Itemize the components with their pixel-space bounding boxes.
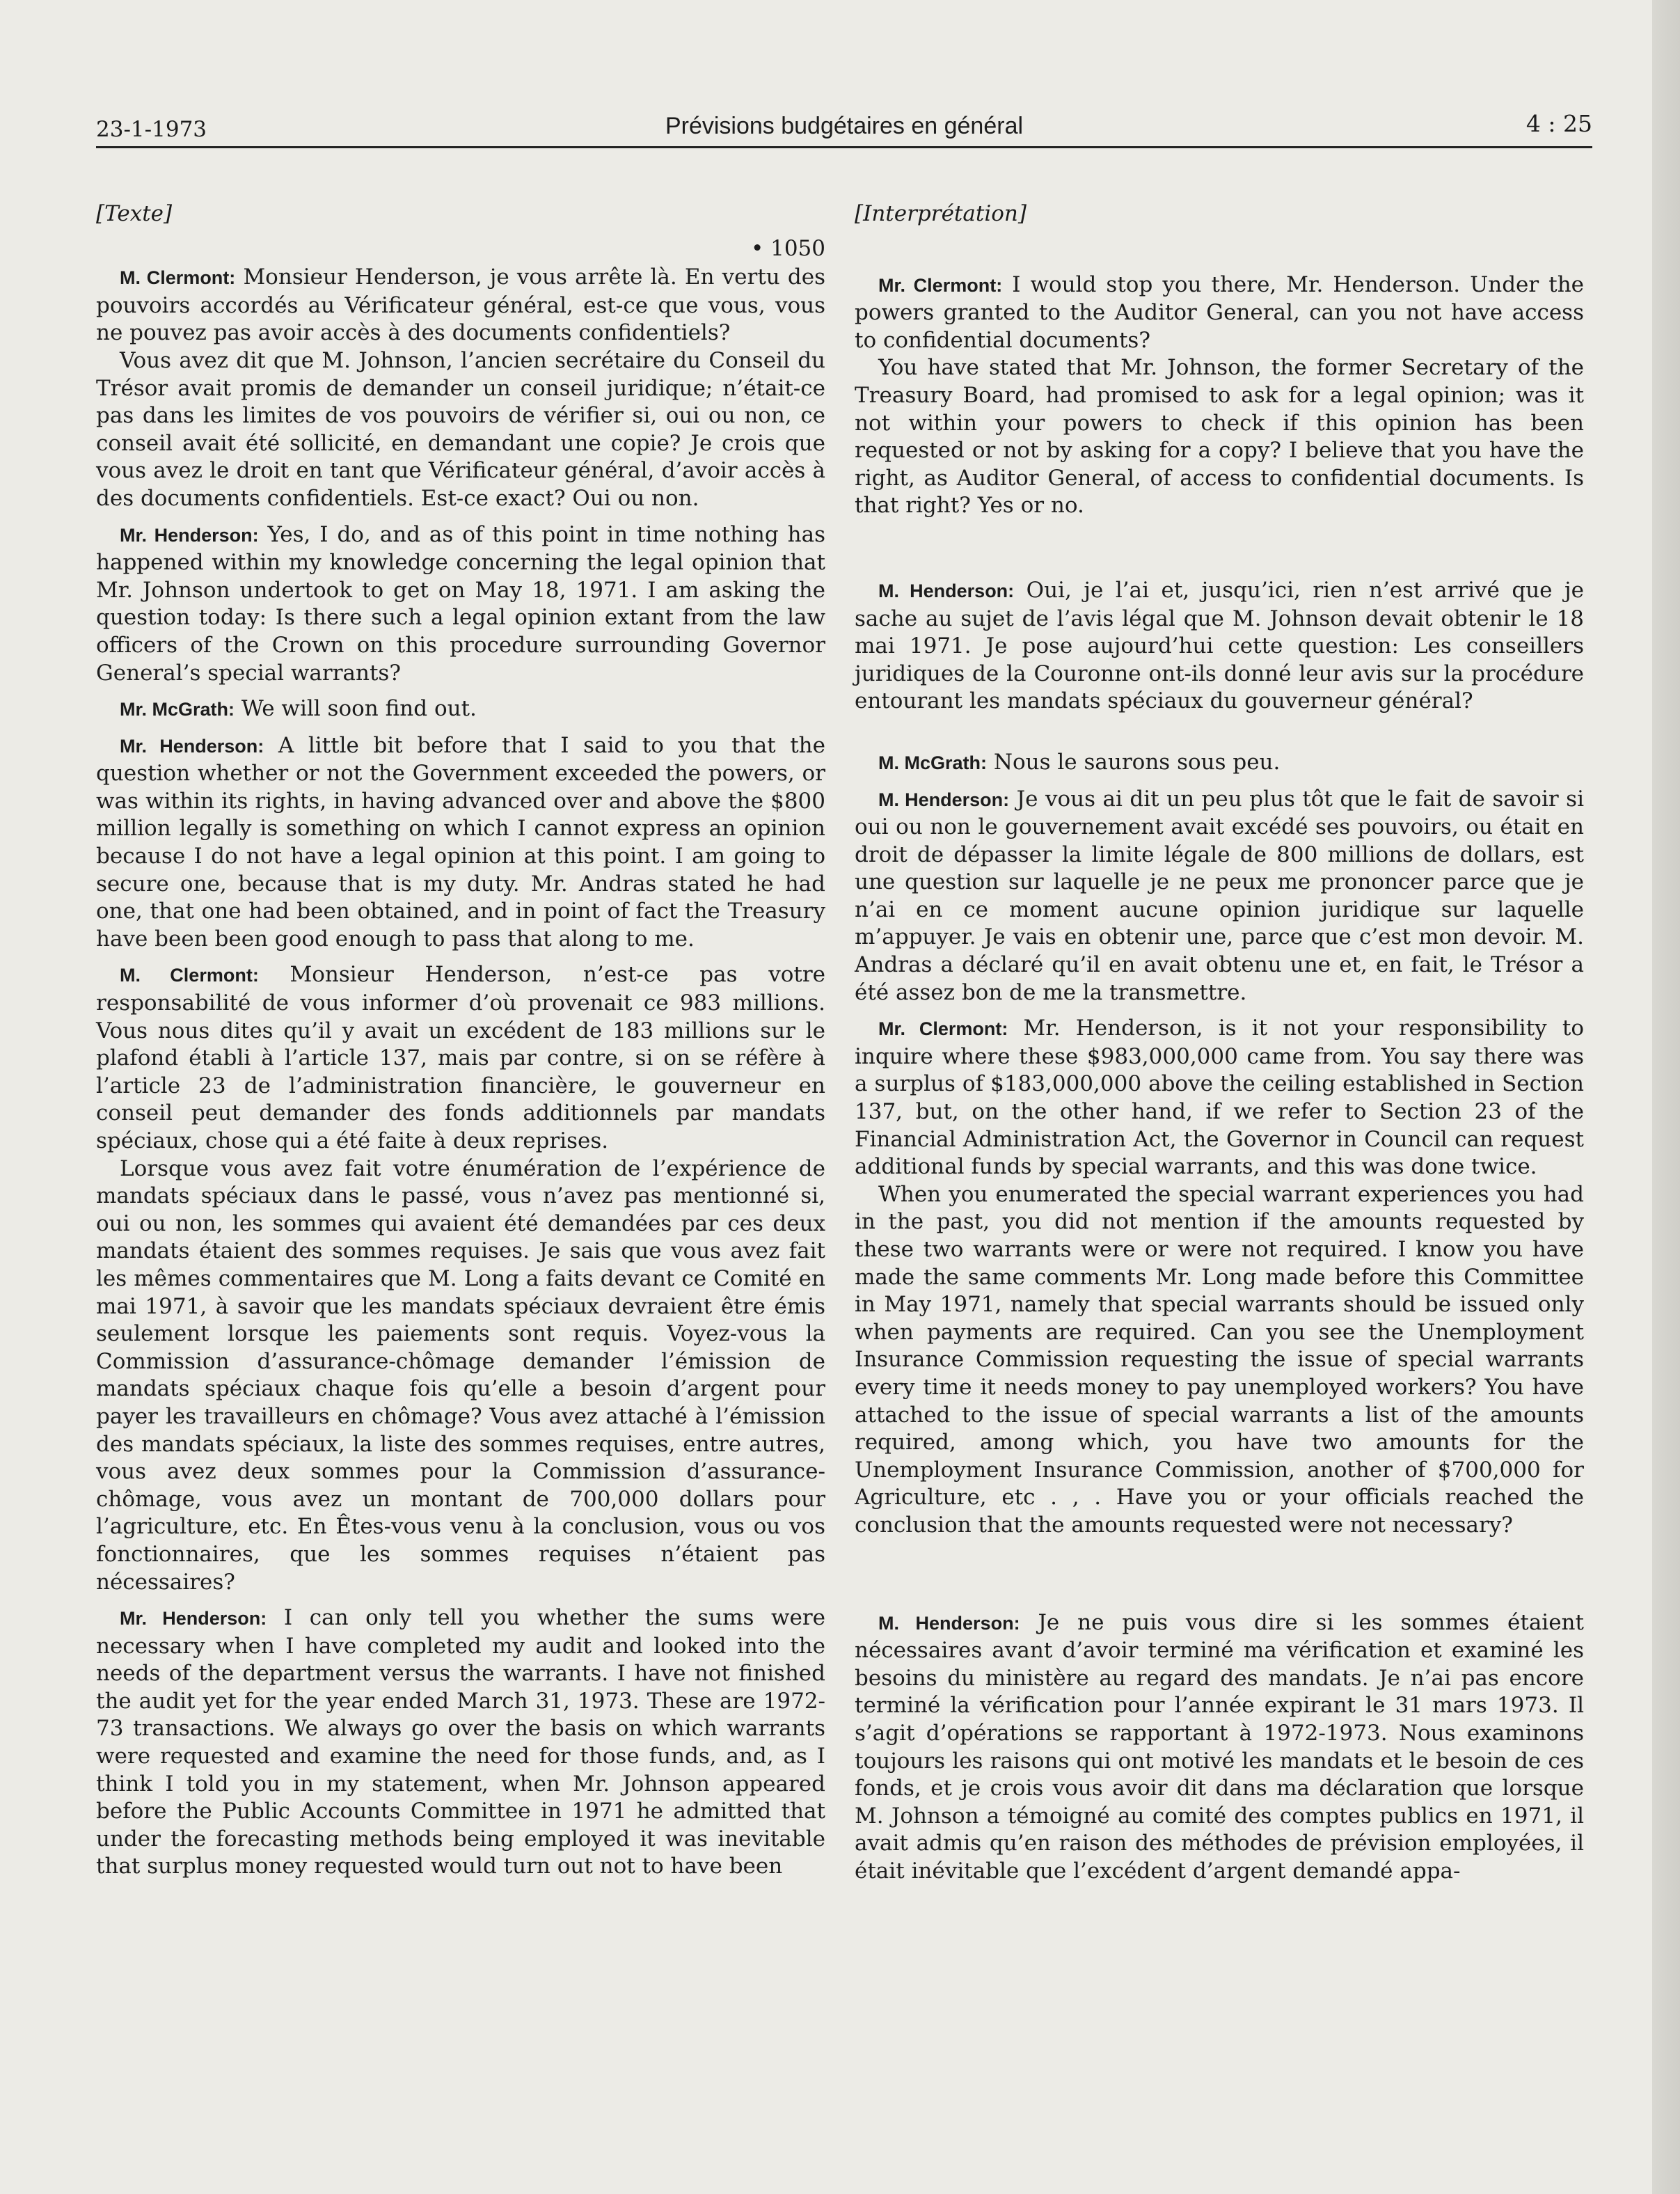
paragraph: You have stated that Mr. Johnson, the former Secretary of the Treasury Board, had promised to ask for a legal opinion; was it not within your powers to check if this opinion has been requested or not by asking for a copy? I believe that you have the right, as Auditor General, of access to confidential documents. Is that right? Yes or no.: [855, 355, 1584, 519]
speaker-name: Mr. Henderson:: [120, 735, 264, 757]
speaker-name: Mr. Henderson:: [120, 524, 259, 546]
speaker-name: Mr. Henderson:: [120, 1608, 267, 1629]
paragraph: When you enumerated the special warrant experiences you had in the past, you did not mention if the amounts requested by these two warrants were or were not required. I know you have made the same comments Mr. Long made before this Committee in May 1971, namely that special warrants should be issued only when payments are required. Can you see the Unemployment Insurance Commission requesting the issue of special warrants every time it needs money to pay unemployed workers? You have attached to the issue of special warrants a list of the amounts required, among which, you have two amounts for the Unemployment Insurance Commission, another of $700,000 for Agriculture, etc . , . Have you or your officials reached the conclusion that the amounts requested were not necessary?: [855, 1181, 1584, 1538]
paragraph: Mr. Henderson: Yes, I do, and as of this point in time nothing has happened within my knowledge concerning the legal opinion that Mr. Johnson undertook to get on May 18, 1971. I am asking the question today: Is there such a legal opinion extant from the law officers of the Crown on this procedure surrounding Governor General’s special warrants?: [96, 521, 825, 686]
speaker-name: M. Henderson:: [878, 580, 1015, 601]
header-date: 23-1-1973: [96, 117, 207, 142]
header-page-number: 4 : 25: [1526, 110, 1592, 137]
paragraph: M. Henderson: Je ne puis vous dire si les sommes étaient nécessaires avant d’avoir terminé ma vérification et examiné les besoins du ministère au regard des mandats. Je n’ai pas encore terminé la vérification pour l’année expirant le 31 mars 1973. Il s’agit d’opérations se rapportant à 1972-1973. Nous examinons toujours les raisons qui ont motivé les mandats et le besoin de ces fonds, et je crois vous avoir dit dans ma déclaration que lorsque M. Johnson a témoigné au comité des comptes publics en 1971, il avait admis qu’en raison des méthodes de prévision employées, il était inévitable que l’excédent d’argent demandé appa-: [855, 1609, 1584, 1884]
paragraph: Mr. Clermont: Mr. Henderson, is it not your responsibility to inquire where these $983,000,000 came from. You say there was a surplus of $183,000,000 above the ceiling established in Section 137, but, on the other hand, if we refer to Section 23 of the Financial Administration Act, the Governor in Council can request additional funds by special warrants, and this was done twice.: [855, 1016, 1584, 1180]
left-column: [96, 200, 825, 1881]
paragraph: M. Clermont: Monsieur Henderson, je vous arrête là. En vertu des pouvoirs accordés au Vérificateur général, est-ce que vous, vous ne pouvez pas avoir accès à des documents confidentiels?: [96, 265, 826, 346]
scan-edge: [1652, 0, 1680, 2194]
paragraph: M. Henderson: Oui, je l’ai et, jusqu’ici, rien n’est arrivé que je sache au sujet de l’avis légal que M. Johnson devait obtenir le 18 mai 1971. Je pose aujourd’hui cette question: Les conseillers juridiques de la Couronne ont-ils donné leur avis sur la procédure entourant les mandats spéciaux du gouverneur général?: [855, 577, 1584, 714]
paragraph: Vous avez dit que M. Johnson, l’ancien secrétaire du Conseil du Trésor avait promis de demander un conseil juridique; n’était-ce pas dans les limites de vos pouvoirs de vérifier si, oui ou non, ce conseil avait été sollicité, en demandant une copie? Je crois que vous avez le droit en tant que Vérificateur général, d’avoir accès à des documents confidentiels. Est-ce exact? Oui ou non.: [96, 347, 825, 511]
paragraph: Lorsque vous avez fait votre énumération de l’expérience de mandats spéciaux dans le passé, vous n’avez pas mentionné si, oui ou non, les sommes qui avaient été demandées par ces deux mandats étaient des sommes requises. Je sais que vous avez fait les mêmes commentaires que M. Long a faits devant ce Comité en mai 1971, à savoir que les mandats spéciaux devraient être émis seulement lorsque les paiements sont requis. Voyez-vous la Commission d’assurance-chômage demander l’émission de mandats spéciaux chaque fois qu’elle a besoin d’argent pour payer les travailleurs en chômage? Vous avez attaché à l’émission des mandats spéciaux, la liste des sommes requises, entre autres, vous avez deux sommes pour la Commission d’assurance-chômage, vous avez un montant de 700,000 dollars pour l’agriculture, etc. En Êtes-vous venu à la conclusion, vous ou vos fonctionnaires, que les sommes requises n’étaient pas nécessaires?: [96, 1155, 825, 1595]
time-marker: • 1050: [750, 235, 825, 261]
speaker-name: Mr. Clermont:: [878, 274, 1003, 296]
column-tag: [Texte]: [96, 201, 173, 226]
speaker-name: M. McGrath:: [878, 752, 988, 773]
header-title: Prévisions budgétaires en général: [665, 113, 1024, 139]
column-tag: [Interprétation]: [855, 201, 1027, 226]
speaker-name: Mr. Clermont:: [878, 1018, 1008, 1040]
paragraph: Mr. McGrath: We will soon find out.: [120, 696, 477, 722]
speaker-name: Mr. McGrath:: [120, 699, 235, 720]
right-column: [855, 200, 1584, 1885]
speaker-name: M. Clermont:: [120, 267, 236, 289]
spacer: [855, 716, 1584, 749]
paragraph: Mr. Clermont: I would stop you there, Mr. Henderson. Under the powers granted to the Auditor General, can you not have access to confidential documents?: [855, 271, 1585, 353]
paragraph: Mr. Henderson: I can only tell you whether the sums were necessary when I have completed my audit and looked into the needs of the department versus the warrants. I have not finished the audit yet for the year ended March 31, 1973. These are 1972-73 transactions. We always go over the basis on which warrants were requested and examine the need for those funds, and, as I think I told you in my statement, when Mr. Johnson appeared before the Public Accounts Committee in 1971 he admitted that under the forecasting methods being employed it was inevitable that surplus money requested would turn out not to have been: [96, 1605, 825, 1879]
paragraph: M. Henderson: Je vous ai dit un peu plus tôt que le fait de savoir si oui ou non le gouvernement avait excédé ses pouvoirs, ou était en droit de dépasser la limite légale de 800 millions de dollars, est une question sur laquelle je ne peux me prononcer parce que je n’ai en ce moment aucune opinion juridique sur laquelle m’appuyer. Je vais en obtenir une, parce que c’est mon devoir. M. Andras a déclaré qu’il en avait obtenu une et, en fait, le Trésor a été assez bon de me la transmettre.: [855, 786, 1585, 1005]
spacer: [855, 1540, 1584, 1609]
spacer: [855, 520, 1584, 577]
paragraph: M. McGrath: Nous le saurons sous peu.: [878, 749, 1281, 775]
paragraph: Mr. Henderson: A little bit before that I said to you that the question whether or not the Government exceeded the powers, or was within its rights, in having advanced over and above the $800 million legally is something on which I cannot express an opinion because I do not have a legal opinion at this point. I am going to secure one, because that is my duty. Mr. Andras stated he had one, that one had been obtained, and in point of fact the Treasury have been been good enough to pass that along to me.: [96, 732, 825, 952]
speaker-name: M. Clermont:: [120, 965, 259, 986]
spacer: [855, 235, 1584, 271]
speaker-name: M. Henderson:: [878, 1612, 1020, 1634]
page-header: [96, 104, 1592, 148]
speaker-name: M. Henderson:: [878, 789, 1010, 810]
paragraph: M. Clermont: Monsieur Henderson, n’est-ce pas votre responsabilité de vous informer d’où provenait ce 983 millions. Vous nous dites qu’il y avait un excédent de 183 millions sur le plafond établi à l’article 137, mais par contre, si on se réfère à l’article 23 de l’administration financière, le gouverneur en conseil peut demander des fonds additionnels par mandats spéciaux, chose qui a été faite à deux reprises.: [96, 962, 825, 1153]
